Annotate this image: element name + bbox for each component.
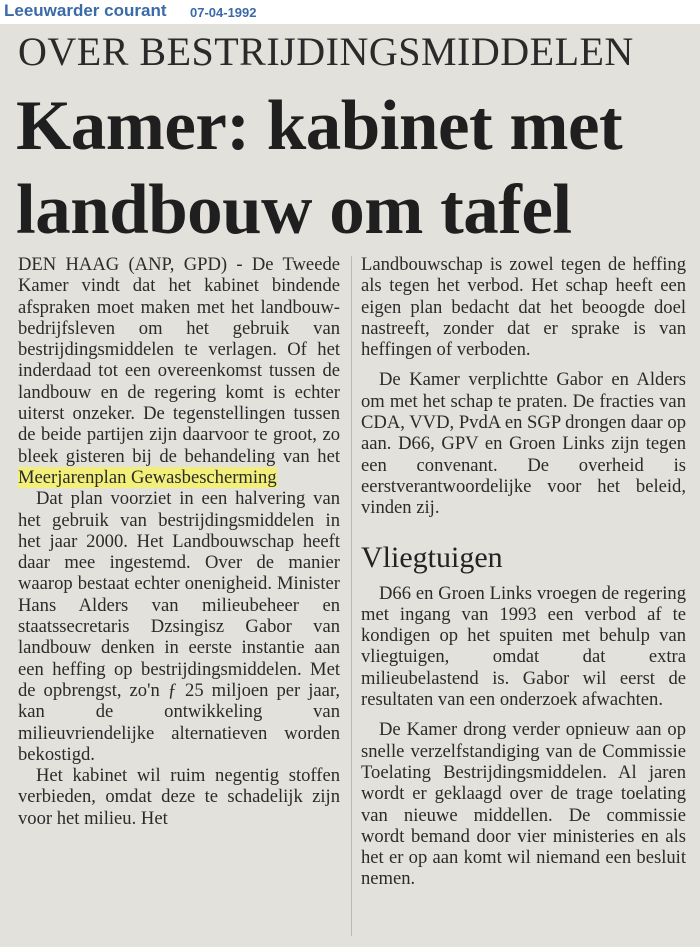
body-paragraph	[18, 765, 340, 829]
article-column-right	[361, 254, 686, 890]
highlighted-term: Meerjarenplan Gewasbescherming	[18, 466, 277, 488]
newspaper-clipping	[0, 24, 700, 947]
publication-date: 07-04-1992	[190, 5, 257, 20]
newspaper-name: Leeuwarder courant	[4, 1, 167, 20]
source-bar	[0, 0, 700, 24]
paragraph-text: Het kabinet wil ruim negentig stoffen verbieden, omdat deze te schadelijk zijn voor het milieu. Het	[18, 765, 340, 829]
body-paragraph	[18, 488, 340, 765]
body-paragraph	[18, 254, 340, 488]
paragraph-text: Dat plan voorziet in een halvering van het gebruik van bestrijdingsmiddelen in het jaar 2000. Het Landbouwschap heeft daar mee ingestemd. Over de manier waarop bestaat echter onenigheid. Minister Hans Alders van milieubeheer en staatssecretaris Dzsingisz Gabor van landbouw denken in eerste instantie aan een heffing op bestrijdingsmiddelen. Met de opbrengst, zo'n ƒ 25 miljoen per jaar, kan de ontwikkeling van milieuvriendelijke alternatieven worden bekostigd.	[18, 488, 340, 765]
paragraph-text: DEN HAAG (ANP, GPD) - De Tweede Kamer vindt dat het kabinet bindende afspraken moet maken met het landbouwbedrijfsleven om het gebruik van bestrijdingsmiddelen te verlagen. Of het inderdaad tot een overeenkomst tussen de landbouw en de regering komt is echter uiterst onzeker. De tegenstellingen tussen de beide partijen zijn daarvoor te groot, zo bleek gisteren bij de behandeling van het	[18, 254, 340, 467]
body-paragraph: D66 en Groen Links vroegen de regering met ingang van 1993 een verbod af te kondigen op het spuiten met behulp van vliegtuigen, omdat dat extra milieubelastend is. Gabor wil eerst de resultaten van een onderzoek afwachten.	[361, 582, 686, 711]
body-paragraph: De Kamer verplichtte Gabor en Alders om met het schap te praten. De fracties van CDA, VVD, PvdA en SGP drongen daar op aan. D66, GPV en Groen Links zijn tegen een convenant. De overheid is eerstverantwoordelijke voor het beleid, vinden zij.	[361, 369, 686, 519]
article-column-left	[18, 254, 340, 829]
section-subheading: Vliegtuigen	[361, 540, 503, 574]
article-headline: Kamer: kabinet met landbouw om tafel	[16, 87, 623, 249]
body-paragraph: Landbouwschap is zowel tegen de heffing als tegen het verbod. Het schap heeft een eigen plan bedacht dat het beoogde doel nastreeft, zonder dat er sprake is van heffingen of verboden.	[361, 254, 686, 361]
article-kicker: OVER BESTRIJDINGSMIDDELEN	[18, 29, 634, 74]
body-paragraph: De Kamer drong verder opnieuw aan op snelle verzelfstandiging van de Commissie Toelating Bestrijdingsmiddelen. Al jaren wordt er geklaagd over de trage toelating van nieuwe middellen. De commissie wordt bemand door vier ministeries en als het er op aan komt wil niemand een besluit nemen.	[361, 719, 686, 890]
column-divider	[351, 256, 352, 936]
